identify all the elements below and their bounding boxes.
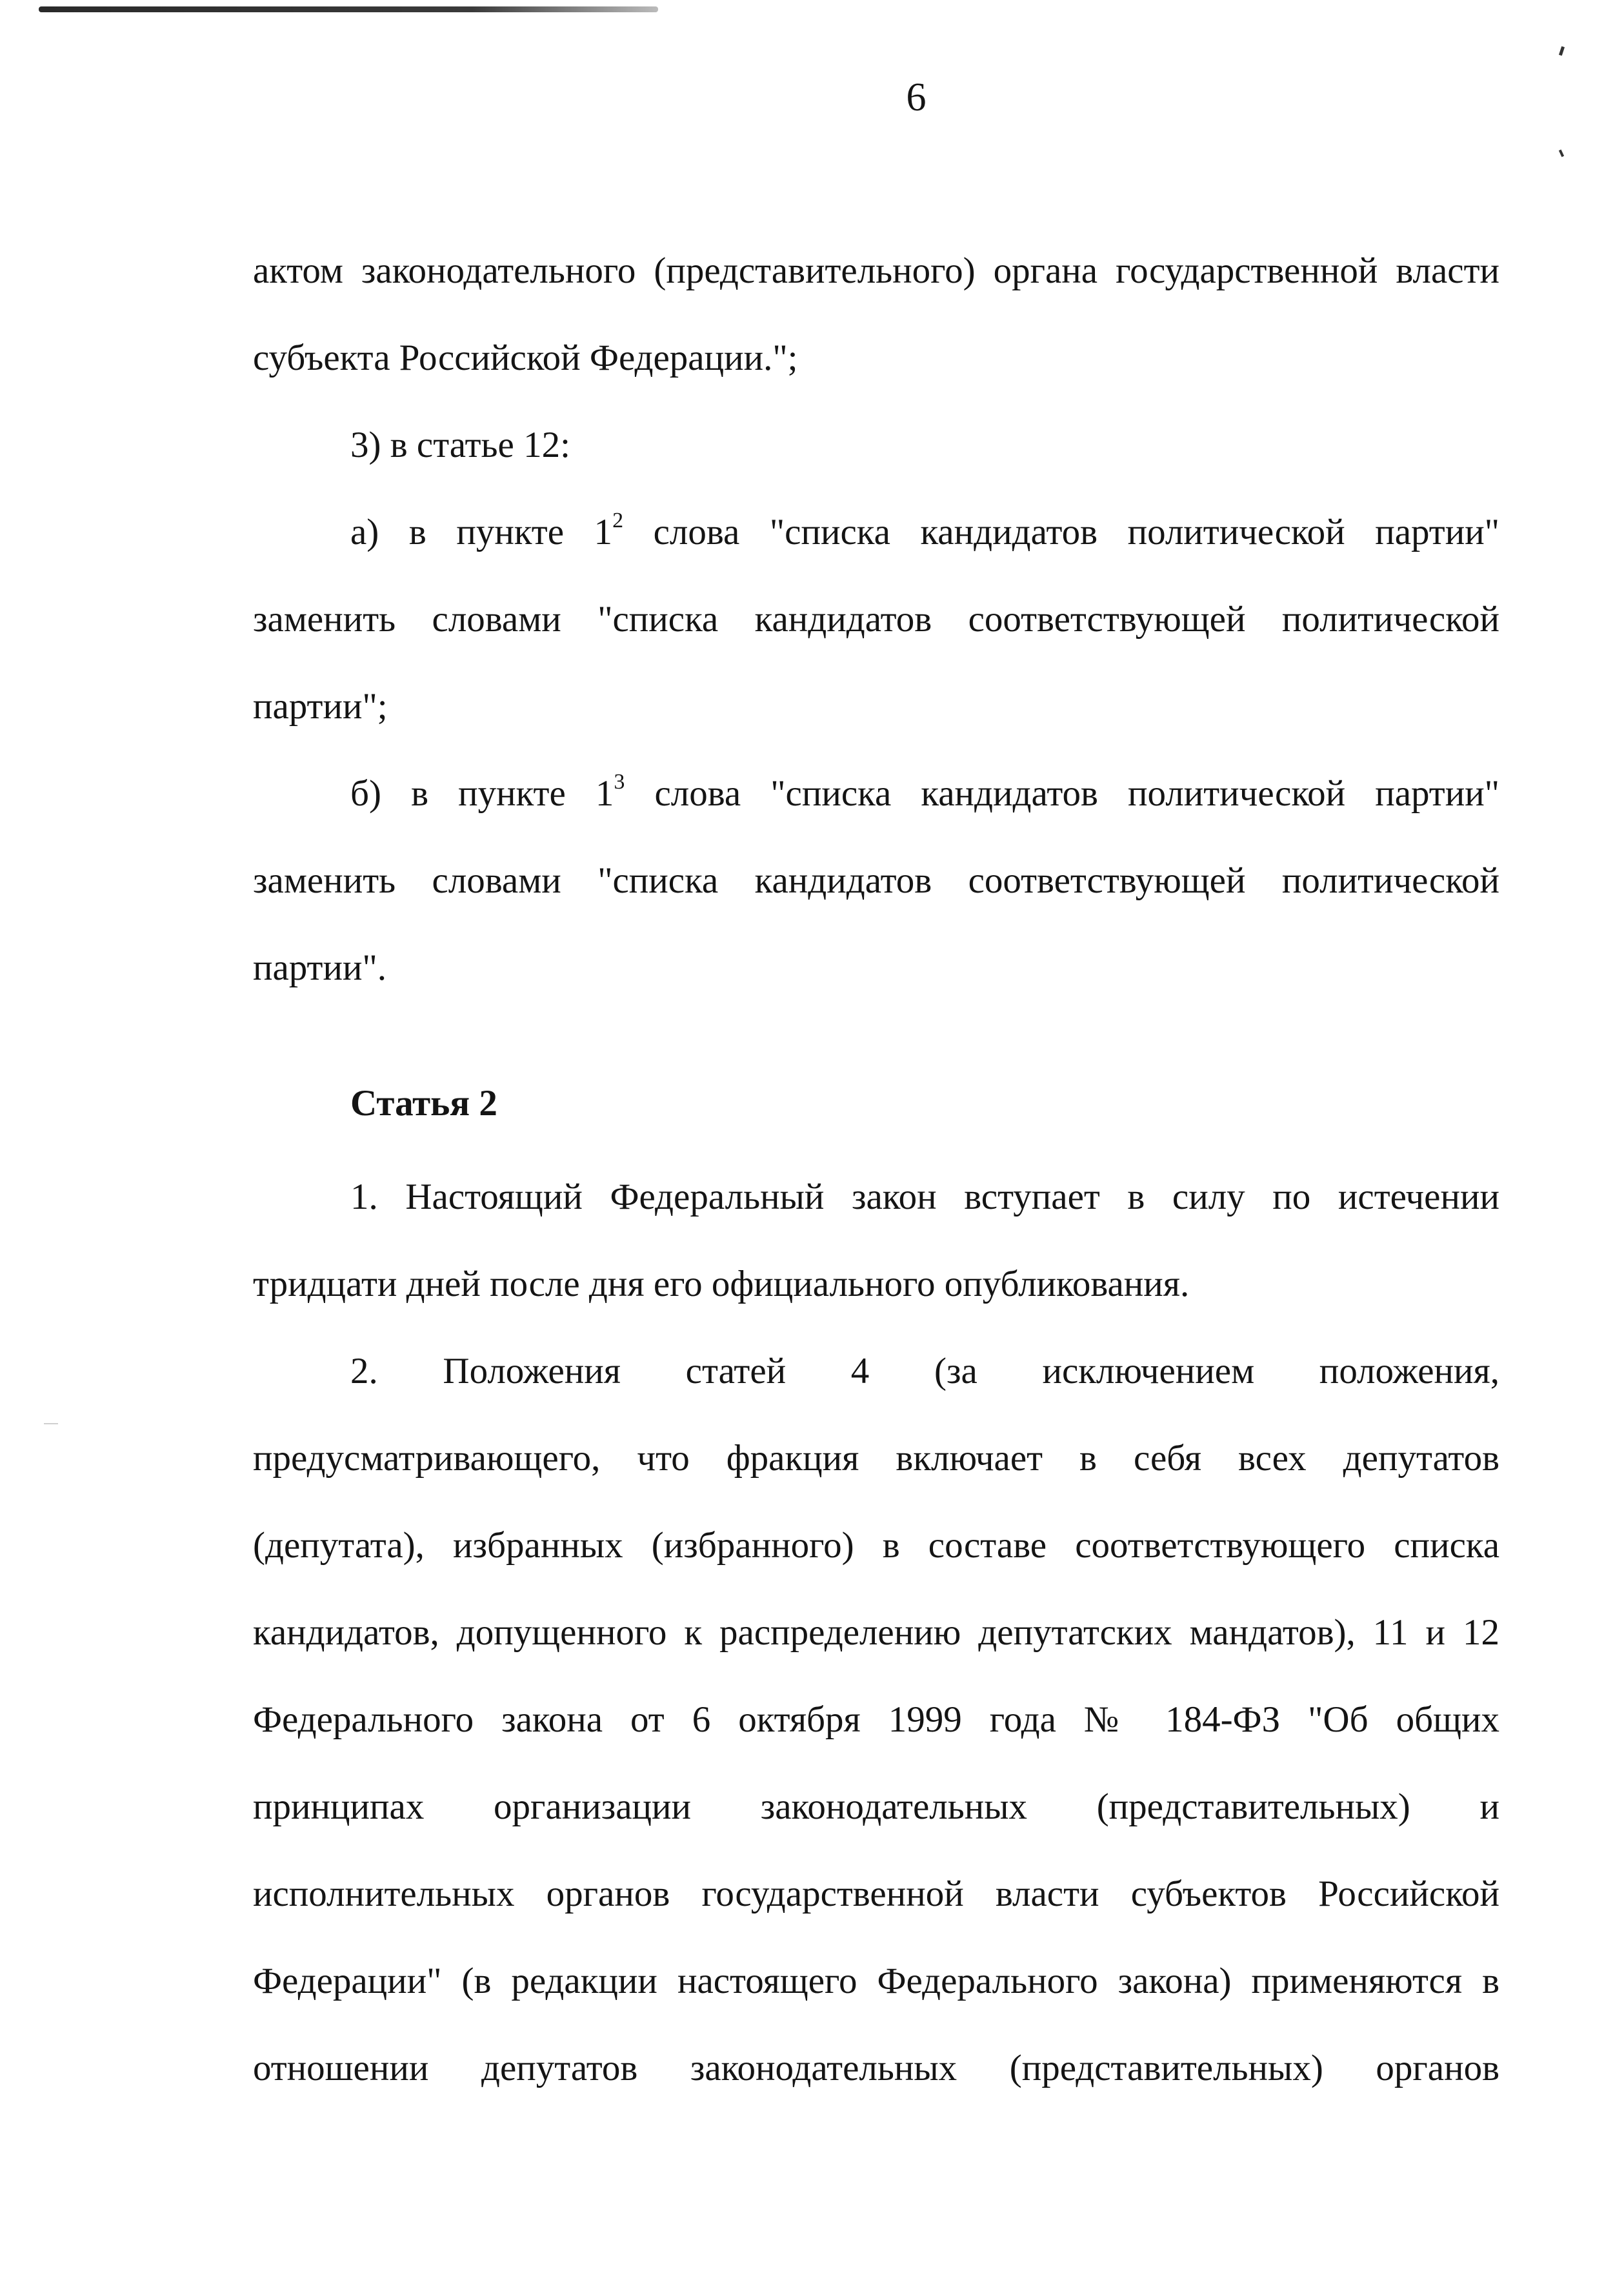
paragraph-line: Федерального закона от 6 октября 1999 года № 184-ФЗ "Об общих (253, 1699, 1499, 1740)
paragraph-line: принципах организации законодательных (представительных) и (253, 1786, 1499, 1827)
text-run: слова "списка кандидатов политической партии" (623, 512, 1499, 552)
list-item-heading: 3) в статье 12: (350, 425, 570, 465)
paragraph-line: партии"; (253, 686, 388, 727)
paragraph-line: 1. Настоящий Федеральный закон вступает в силу по истечении (350, 1177, 1499, 1217)
superscript: 3 (614, 770, 625, 794)
paragraph-line: предусматривающего, что фракция включает в себя всех депутатов (253, 1438, 1499, 1479)
list-item-line (350, 770, 1499, 814)
scan-speck (44, 1423, 58, 1424)
article-heading: Статья 2 (350, 1083, 497, 1124)
paragraph-line: заменить словами "списка кандидатов соответствующей политической (253, 599, 1499, 640)
superscript: 2 (612, 509, 624, 532)
scan-top-rule (39, 6, 658, 12)
scan-speck (1559, 150, 1564, 157)
paragraph-line: тридцати дней после дня его официального опубликования. (253, 1264, 1190, 1304)
paragraph-line: кандидатов, допущенного к распределению депутатских мандатов), 11 и 12 (253, 1612, 1499, 1653)
scan-speck (1559, 46, 1565, 56)
paragraph-line: исполнительных органов государственной власти субъектов Российской (253, 1874, 1499, 1914)
text-run: а) в пункте 1 (350, 512, 613, 552)
paragraph-line: заменить словами "списка кандидатов соответствующей политической (253, 860, 1499, 901)
paragraph-line: Федерации" (в редакции настоящего Федерального закона) применяются в (253, 1961, 1499, 2001)
paragraph-line: (депутата), избранных (избранного) в составе соответствующего списка (253, 1525, 1499, 1566)
paragraph-line: субъекта Российской Федерации."; (253, 338, 798, 378)
text-run: б) в пункте 1 (350, 773, 614, 814)
paragraph-line: партии". (253, 947, 386, 988)
list-item-line (350, 509, 1499, 552)
paragraph-line: 2. Положения статей 4 (за исключением положения, (350, 1351, 1499, 1391)
text-run: слова "списка кандидатов политической партии" (625, 773, 1499, 814)
paragraph-line: отношении депутатов законодательных (представительных) органов (253, 2048, 1499, 2088)
paragraph-line: актом законодательного (представительного) органа государственной власти (253, 250, 1499, 291)
page-number: 6 (906, 76, 927, 119)
